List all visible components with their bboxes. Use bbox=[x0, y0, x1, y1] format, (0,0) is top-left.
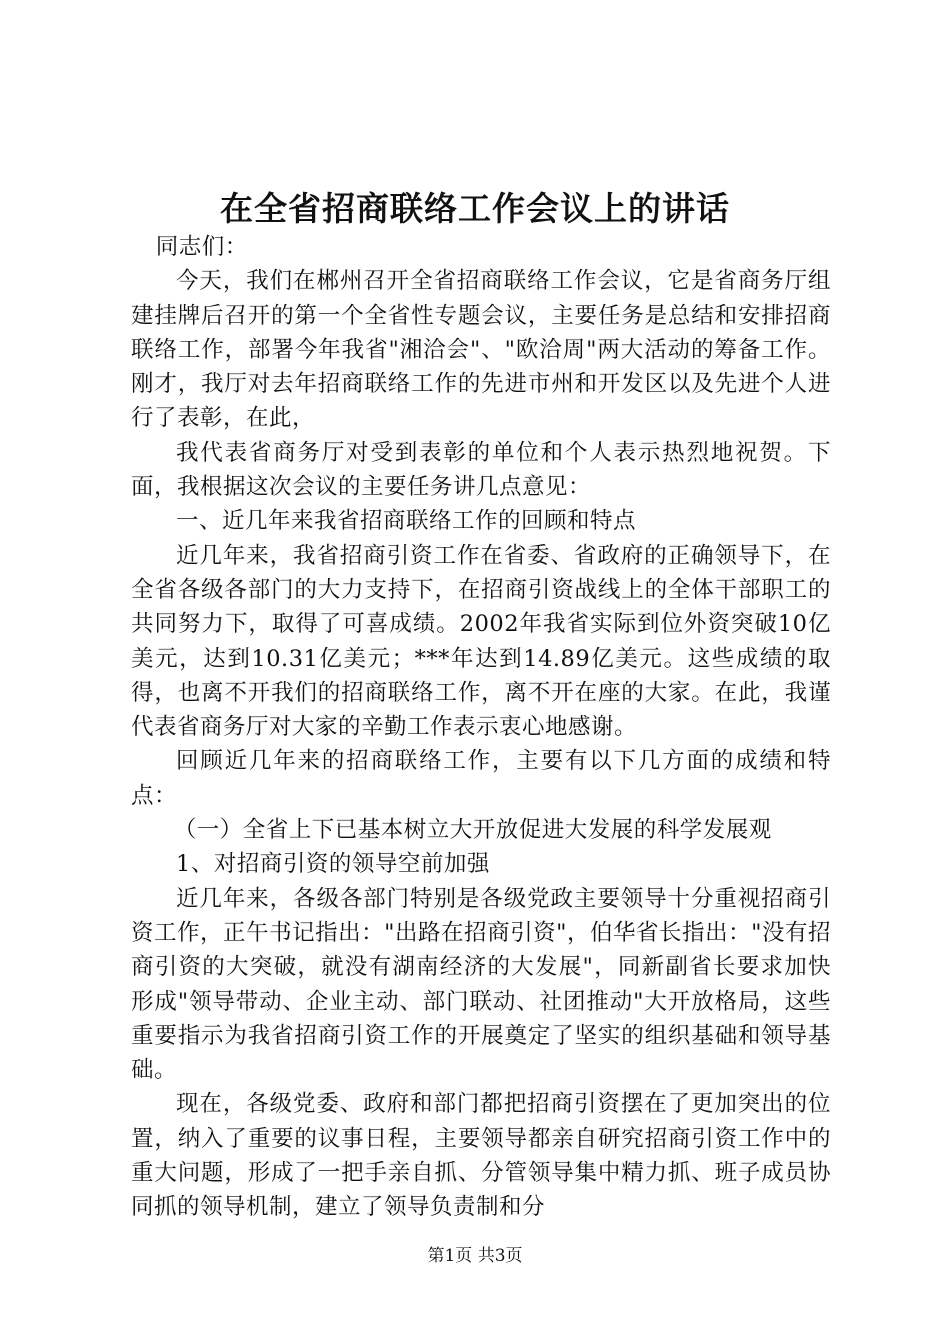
body-paragraph: 现在，各级党委、政府和部门都把招商引资摆在了更加突出的位置，纳入了重要的议事日程，主要领导都亲自研究招商引资工作中的重大问题，形成了一把手亲自抓、分管领导集中精力抓、班子成员协同抓的领导机制，建立了领导负责制和分 bbox=[131, 1091, 831, 1221]
body-paragraph: 回顾近几年来的招商联络工作，主要有以下几方面的成绩和特点： bbox=[131, 748, 831, 809]
section-heading: 一、近几年来我省招商联络工作的回顾和特点 bbox=[176, 508, 637, 535]
item-heading: 1、对招商引资的领导空前加强 bbox=[176, 851, 490, 878]
body-paragraph: 我代表省商务厅对受到表彰的单位和个人表示热烈地祝贺。下面，我根据这次会议的主要任务讲几点意见： bbox=[131, 439, 831, 501]
document-title: 在全省招商联络工作会议上的讲话 bbox=[220, 189, 730, 228]
page-number-footer: 第1页 共3页 bbox=[427, 1246, 523, 1266]
subsection-heading: （一）全省上下已基本树立大开放促进大发展的科学发展观 bbox=[173, 817, 772, 844]
document-body bbox=[131, 230, 831, 1225]
body-paragraph: 近几年来，我省招商引资工作在省委、省政府的正确领导下，在全省各级各部门的大力支持下，在招商引资战线上的全体干部职工的共同努力下，取得了可喜成绩。2002年我省实际到位外资突破10亿美元，达到10.31亿美元；***年达到14.89亿美元。这些成绩的取得，也离不开我们的招商联络工作，离不开在座的大家。在此，我谨代表省商务厅对大家的辛勤工作表示衷心地感谢。 bbox=[131, 542, 831, 741]
body-paragraph: 近几年来，各级各部门特别是各级党政主要领导十分重视招商引资工作，正午书记指出："出路在招商引资"，伯华省长指出："没有招商引资的大突破，就没有湖南经济的大发展"，同新副省长要求加快形成"领导带动、企业主动、部门联动、社团推动"大开放格局，这些重要指示为我省招商引资工作的开展奠定了坚实的组织基础和领导基础。 bbox=[131, 885, 831, 1084]
salutation: 同志们： bbox=[155, 234, 248, 260]
body-paragraph: 今天，我们在郴州召开全省招商联络工作会议，它是省商务厅组建挂牌后召开的第一个全省性专题会议，主要任务是总结和安排招商联络工作，部署今年我省"湘洽会"、"欧洽周"两大活动的筹备工作。刚才，我厅对去年招商联络工作的先进市州和开发区以及先进个人进行了表彰，在此， bbox=[131, 268, 831, 432]
